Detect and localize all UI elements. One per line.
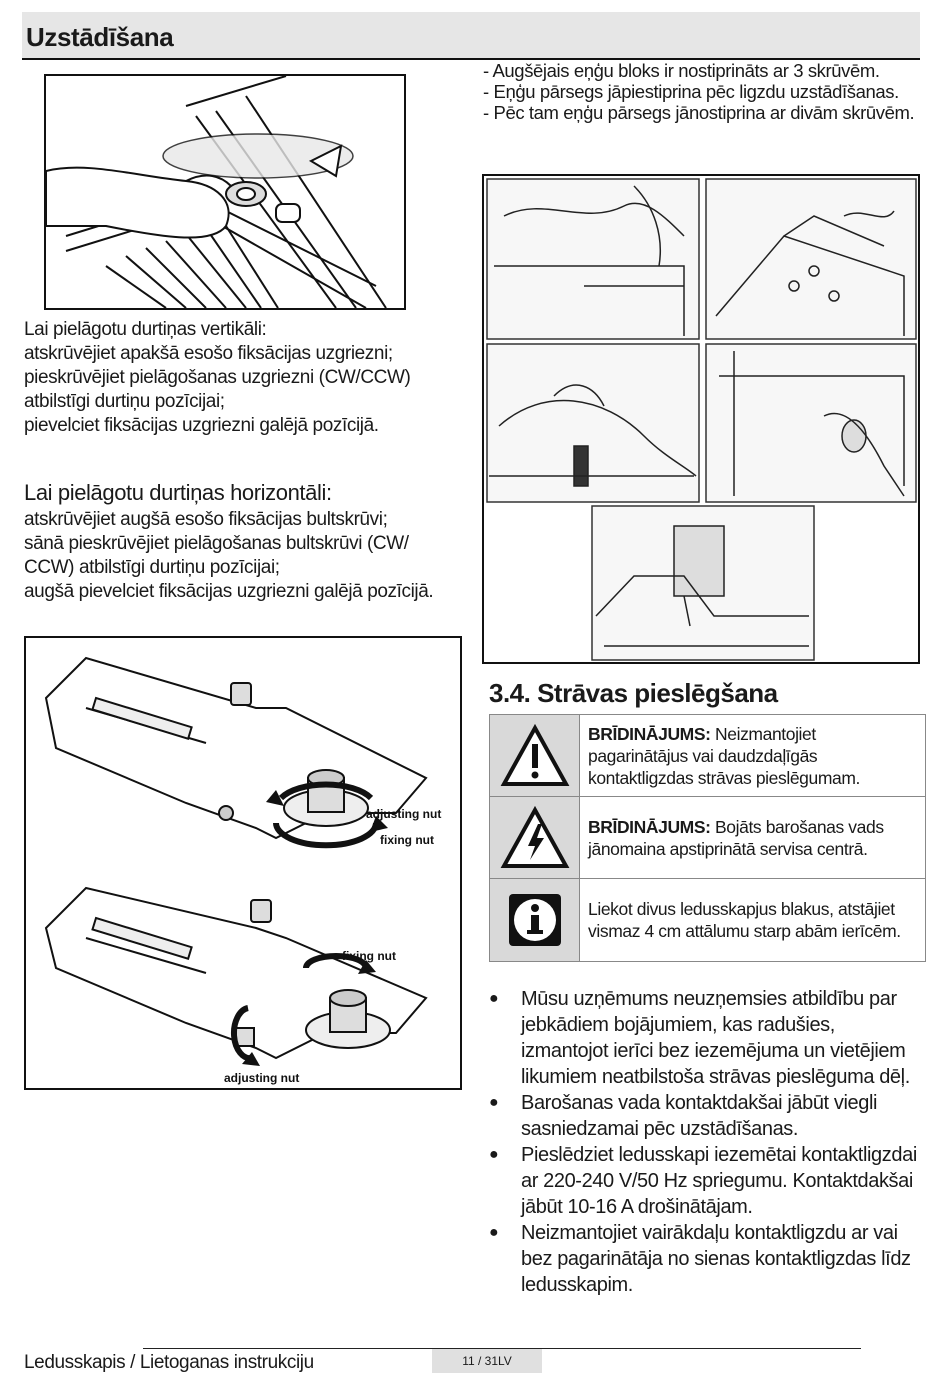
section-title: 3.4. Strāvas pieslēgšana xyxy=(489,678,778,708)
vertical-line: Lai pielāgotu durtiņas vertikāli: xyxy=(24,319,267,340)
hinge-nut-diagram xyxy=(24,636,462,1090)
horizontal-line: atskrūvējiet augšā esošo fiksācijas bultskrūvi; xyxy=(24,509,388,530)
horizontal-line: sānā pieskrūvējiet pielāgošanas bultskrūvi (CW/ xyxy=(24,533,409,554)
lower-adjusting-nut-label: adjusting nut xyxy=(224,1071,300,1085)
warnings-table xyxy=(489,714,926,962)
upper-fixing-nut-label: fixing nut xyxy=(380,833,434,847)
list-item: ● Barošanas vada kontaktdakšai jābūt viegli sasniedzamai pēc uzstādīšanas. xyxy=(489,1090,926,1142)
list-item: ● Neizmantojiet vairākdaļu kontaktligzdu ar vai bez pagarinātāja no sienas kontaktligzdas līdz ledusskapim. xyxy=(489,1220,926,1298)
note-item: - Eņģu pārsegs jāpiestiprina pēc ligzdu uzstādīšanas. xyxy=(483,81,899,102)
electric-hazard-icon xyxy=(490,797,580,878)
wiring-photo-collage xyxy=(482,174,920,664)
warning-text: Bojāts barošanas vads jānomaina apstiprinātā servisa centrā. xyxy=(588,816,884,859)
horizontal-adjust-heading: Lai pielāgotu durtiņas horizontāli: xyxy=(24,480,332,505)
lower-fixing-nut-label: fixing nut xyxy=(342,949,396,963)
horizontal-line: augšā pievelciet fiksācijas uzgriezni galējā pozīcijā. xyxy=(24,581,434,602)
note-item: - Pēc tam eņģu pārsegs jānostiprina ar divām skrūvēm. xyxy=(483,102,915,123)
vertical-line: atskrūvējiet apakšā esošo fiksācijas uzgriezni; xyxy=(24,343,393,364)
vertical-adjust-text xyxy=(24,318,464,438)
info-text: Liekot divus ledusskapjus blakus, atstājiet vismaz 4 cm attālumu starp abām ierīcēm. xyxy=(588,899,901,941)
vertical-line: pievelciet fiksācijas uzgriezni galējā pozīcijā. xyxy=(24,415,379,436)
hinge-notes xyxy=(483,60,923,123)
warning-text: Neizmantojiet pagarinātājus vai daudzdaļīgās kontaktligzdas strāvas pieslēgumam. xyxy=(588,723,860,788)
warning-label: BRĪDINĀJUMS: xyxy=(588,816,711,837)
list-item: ● Mūsu uzņēmums neuzņemsies atbildību par jebkādiem bojājumiem, kas radušies, izmantojot ierīci bez iezemējuma un vietējiem likumiem neatbilstoša strāvas pieslēguma dēļ. xyxy=(489,986,926,1090)
horizontal-line: CCW) atbilstīgi durtiņu pozīcijai; xyxy=(24,557,280,578)
upper-adjusting-nut-label: adjusting nut xyxy=(366,807,442,821)
warning-row xyxy=(490,797,925,879)
info-row xyxy=(490,879,925,961)
note-item: - Augšējais eņģu bloks ir nostiprināts ar 3 skrūvēm. xyxy=(483,60,880,81)
list-item: ● Pieslēdziet ledusskapi iezemētai kontaktligzdai ar 220-240 V/50 Hz spriegumu. Kontaktdakšai jābūt 10-16 A drošinātājam. xyxy=(489,1142,926,1220)
footer-doc-title: Ledusskapis / Lietoganas instrukciju xyxy=(24,1352,314,1373)
hinge-adjust-illustration xyxy=(44,74,406,310)
horizontal-adjust-text xyxy=(24,508,464,604)
info-icon xyxy=(490,879,580,961)
vertical-line: pieskrūvējiet pielāgošanas uzgriezni (CW/CCW) xyxy=(24,367,411,388)
warning-row xyxy=(490,715,925,797)
warning-label: BRĪDINĀJUMS: xyxy=(588,723,711,744)
footer-page-number: 11 / 31LV xyxy=(432,1349,542,1373)
power-bullets xyxy=(489,986,926,1298)
warning-exclamation-icon xyxy=(490,715,580,796)
page-title: Uzstādīšana xyxy=(26,22,174,52)
vertical-line: atbilstīgi durtiņu pozīcijai; xyxy=(24,391,225,412)
